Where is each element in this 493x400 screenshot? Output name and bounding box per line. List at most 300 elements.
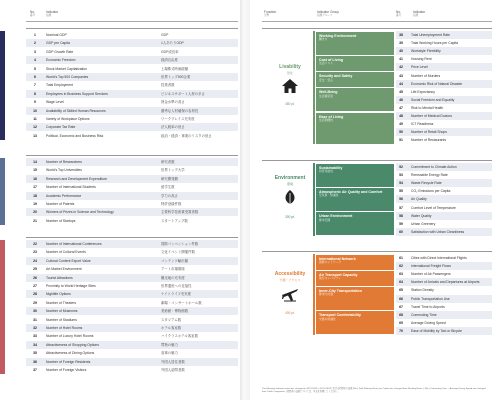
culture-accent-bar xyxy=(0,240,5,374)
row-indicator: Winners of Prizes in Science and Technology xyxy=(46,210,114,215)
group-name-jp: 空気質・快適性 xyxy=(319,193,339,198)
indicator-group xyxy=(316,271,394,286)
table-row xyxy=(26,31,238,39)
row-indicator: Cities with Direct International Flights xyxy=(411,256,467,260)
row-indicator: Comfort Level of Temperature xyxy=(411,205,456,210)
row-indicator: Stock Market Capitalization xyxy=(46,66,88,71)
row-indicator-jp: 劇場・コンサートホール数 xyxy=(161,300,202,305)
table-row xyxy=(396,204,492,212)
row-indicator-jp: ビジネスサポート人材の多さ xyxy=(161,91,205,96)
row-number: 2 xyxy=(34,41,36,46)
row-number: 20 xyxy=(33,210,37,215)
row-indicator-jp: ワークプレイス充実度 xyxy=(161,117,195,121)
row-number: 52 xyxy=(399,165,403,169)
row-indicator: Renewable Energy Rate xyxy=(411,173,448,178)
function-points: 300 pt. xyxy=(285,215,295,220)
function-name-jp: 環境 xyxy=(286,182,293,187)
row-indicator: Number of International Conferences xyxy=(46,242,102,246)
table-row xyxy=(396,303,492,311)
table-row xyxy=(26,366,238,374)
row-number: 36 xyxy=(33,359,37,364)
table-row xyxy=(26,274,238,282)
economy-section-rule xyxy=(26,28,238,29)
row-number: 46 xyxy=(399,97,403,102)
table-row xyxy=(396,47,492,55)
table-row xyxy=(26,158,238,166)
no-header: No. 番号 xyxy=(30,10,36,17)
row-number: 64 xyxy=(399,280,403,285)
row-indicator-jp: ハイクラスホテル客室数 xyxy=(161,334,198,339)
row-number: 50 xyxy=(399,130,403,135)
row-indicator: Price Level xyxy=(411,65,428,70)
row-indicator-jp: 研究者数 xyxy=(161,160,175,164)
row-number: 69 xyxy=(399,320,403,325)
row-number: 54 xyxy=(399,181,403,186)
group-name-jp: 生活利便性 xyxy=(319,118,333,122)
table-row xyxy=(26,90,238,98)
group-name: Well-Being xyxy=(319,90,338,95)
row-number: 42 xyxy=(399,65,403,70)
function-name: Livability xyxy=(279,63,301,70)
right-indicator-header: Indicator 指標 xyxy=(413,10,426,17)
row-indicator: Number of Patents xyxy=(46,202,75,206)
table-row xyxy=(396,270,492,278)
row-indicator: Risk to Mental Health xyxy=(411,105,444,110)
row-number: 16 xyxy=(33,176,37,181)
table-row xyxy=(26,39,238,47)
row-number: 27 xyxy=(33,284,37,288)
row-indicator: Housing Rent xyxy=(411,57,432,62)
row-indicator: Number of International Students xyxy=(46,185,96,190)
row-indicator: Number of Foreign Visitors xyxy=(46,368,87,372)
group-name: International Network xyxy=(319,256,356,261)
table-row xyxy=(26,290,238,298)
row-number: 29 xyxy=(33,300,37,305)
row-indicator-jp: 文化イベント開催件数 xyxy=(161,250,195,255)
table-row xyxy=(26,240,238,248)
row-indicator-jp: 優秀な人材確保の容易性 xyxy=(161,108,199,113)
table-row xyxy=(396,220,492,228)
table-row xyxy=(26,316,238,324)
table-row xyxy=(26,123,238,131)
row-indicator: Satisfaction with Urban Cleanliness xyxy=(411,229,465,234)
row-indicator: Employees in Business Support Services xyxy=(46,91,108,96)
function-label-2 xyxy=(268,271,312,315)
row-number: 12 xyxy=(33,125,37,130)
table-row xyxy=(26,48,238,56)
row-number: 26 xyxy=(33,275,37,280)
function-header: Function 分野 xyxy=(264,10,277,17)
row-indicator: Public Transportation Use xyxy=(411,296,450,301)
row-indicator: Tourist Attractions xyxy=(46,275,73,280)
left-page xyxy=(0,0,240,400)
table-row xyxy=(26,349,238,357)
group-name-jp: 交通の快適性 xyxy=(319,316,336,321)
table-row xyxy=(396,311,492,319)
row-indicator-jp: 外国人訪問者数 xyxy=(161,368,185,372)
table-row xyxy=(26,81,238,89)
row-indicator: Variety of Workplace Options xyxy=(46,117,90,121)
row-indicator: World's Top 500 Companies xyxy=(46,75,89,79)
row-indicator-jp: 研究開発費 xyxy=(161,176,178,181)
row-number: 9 xyxy=(34,100,36,105)
table-row xyxy=(26,73,238,81)
table-row xyxy=(396,254,492,262)
table-row xyxy=(26,166,238,174)
table-row xyxy=(26,115,238,123)
row-number: 68 xyxy=(399,312,403,317)
row-number: 7 xyxy=(34,83,36,88)
function-points: 380 pt. xyxy=(285,101,295,106)
right-header-rule xyxy=(262,21,492,22)
row-number: 5 xyxy=(34,66,36,71)
row-indicator-jp: 特許登録件数 xyxy=(161,202,182,206)
table-row xyxy=(396,128,492,136)
row-indicator: Waste Recycle Rate xyxy=(411,181,442,186)
group-name-jp: 国際ネットワーク xyxy=(319,260,342,264)
row-indicator: Social Freedom and Equality xyxy=(411,97,455,102)
row-number: 33 xyxy=(33,334,37,339)
row-number: 39 xyxy=(399,41,403,46)
row-number: 49 xyxy=(399,122,403,127)
indicator-group xyxy=(316,88,394,111)
table-row xyxy=(26,183,238,191)
table-row xyxy=(26,98,238,106)
table-row xyxy=(26,217,238,225)
row-number: 28 xyxy=(33,292,37,297)
table-row xyxy=(26,208,238,216)
row-number: 32 xyxy=(33,326,37,330)
row-indicator: Urban Greenery xyxy=(411,221,436,226)
row-indicator: Art Market Environment xyxy=(46,267,82,272)
row-indicator: CO₂ Emissions per Capita xyxy=(411,189,451,194)
row-indicator: Research and Development Expenditure xyxy=(46,176,108,181)
row-number: 47 xyxy=(399,105,403,110)
right-no-header: No. 番号 xyxy=(396,10,402,17)
function-label-0 xyxy=(268,64,312,106)
row-number: 34 xyxy=(33,342,37,347)
row-indicator: Number of Researchers xyxy=(46,160,82,164)
row-indicator: Cultural Content Export Value xyxy=(46,258,91,263)
row-indicator: Number of Luxury Hotel Rooms xyxy=(46,334,94,339)
row-indicator-jp: スタジアム数 xyxy=(161,317,182,322)
row-indicator-jp: 法人税率の低さ xyxy=(161,125,185,130)
group-name-jp: 都市空間 xyxy=(319,217,331,222)
row-indicator: Attractiveness of Dining Options xyxy=(46,351,95,356)
row-indicator: Commuting Time xyxy=(411,312,437,317)
row-indicator: Average Driving Speed xyxy=(411,320,446,325)
row-indicator-jp: 1人あたりGDP xyxy=(161,41,184,46)
row-indicator: Number of Air Passengers xyxy=(411,272,451,277)
table-row xyxy=(26,56,238,64)
table-row xyxy=(396,327,492,335)
research-accent-bar xyxy=(0,158,5,225)
table-row xyxy=(396,319,492,327)
row-indicator-jp: 学力の高さ xyxy=(161,193,178,198)
function-name: Accessibility xyxy=(274,270,306,277)
row-indicator: Total Working Hours per Capita xyxy=(411,41,459,46)
group-name: Urban Environment xyxy=(319,214,353,219)
row-indicator-jp: 国際コンベンション件数 xyxy=(161,242,199,246)
row-indicator-jp: GDP成長率 xyxy=(161,49,179,54)
function-name-jp: 交通・アクセス xyxy=(279,277,301,282)
row-number: 14 xyxy=(33,160,37,164)
row-number: 41 xyxy=(399,57,403,62)
row-indicator: Life Expectancy xyxy=(411,89,435,94)
row-number: 51 xyxy=(399,138,403,143)
row-indicator-jp: アート市場環境 xyxy=(161,267,185,272)
row-indicator: Number of Theaters xyxy=(46,300,77,305)
row-number: 55 xyxy=(399,189,403,194)
group-name-jp: 都市内交通 xyxy=(319,292,333,297)
group-name-jp: 持続可能性 xyxy=(319,169,333,173)
row-number: 8 xyxy=(34,91,36,96)
row-indicator-jp: 世界遺産への近接性 xyxy=(161,284,192,288)
row-indicator: Air Quality xyxy=(411,197,427,202)
function-rule xyxy=(262,28,492,29)
group-name-jp: 航空キャパシティ xyxy=(319,276,342,281)
indicator-group xyxy=(316,188,394,211)
row-number: 67 xyxy=(399,304,403,309)
row-indicator: International Freight Flows xyxy=(411,264,451,269)
row-number: 53 xyxy=(399,173,403,178)
row-number: 19 xyxy=(33,202,37,206)
row-number: 23 xyxy=(33,250,37,255)
table-row xyxy=(396,187,492,195)
table-row xyxy=(26,299,238,307)
table-row xyxy=(396,63,492,71)
table-row xyxy=(396,163,492,171)
row-number: 15 xyxy=(33,168,37,173)
row-number: 6 xyxy=(34,75,36,79)
row-number: 65 xyxy=(399,288,403,293)
row-indicator: Workstyle Flexibility xyxy=(411,49,441,54)
row-number: 44 xyxy=(399,81,403,86)
footnote: The following indicator name was changed in GPCI-2023. | GPCI-2023における指標名の変更 (No.) Total Working Hours per Capita was changed from Working Hours. | (No.) Commuting Time ... Average Driving Speed was changed from Traffic Congestion. | 指標名の変更については、本文を参照してください。 xyxy=(262,388,486,393)
row-indicator-jp: 美術館・博物館数 xyxy=(161,309,189,314)
row-indicator: Economic Freedom xyxy=(46,58,76,63)
group-name-jp: 生活コスト xyxy=(319,61,333,66)
row-number: 62 xyxy=(399,264,403,269)
row-number: 10 xyxy=(33,108,37,113)
row-indicator: Political, Economic and Business Risk xyxy=(46,133,104,138)
row-number: 48 xyxy=(399,114,403,118)
row-indicator-jp: コンテンツ輸出額 xyxy=(161,258,188,263)
group-name: Working Environment xyxy=(319,33,357,38)
row-indicator: Commitment to Climate Action xyxy=(411,165,457,169)
table-row xyxy=(396,120,492,128)
row-number: 40 xyxy=(399,49,403,54)
table-row xyxy=(396,179,492,187)
indicator-group xyxy=(316,72,394,87)
table-row xyxy=(396,39,492,47)
row-indicator: Wage Level xyxy=(46,100,64,105)
row-number: 11 xyxy=(33,117,37,121)
group-name-jp: 働き方 xyxy=(319,37,328,41)
table-row xyxy=(396,112,492,120)
row-number: 70 xyxy=(399,328,403,333)
row-number: 45 xyxy=(399,89,403,94)
indicator-group xyxy=(316,287,394,310)
row-indicator-jp: 世界トップ500企業 xyxy=(161,75,191,79)
row-indicator: Academic Performance xyxy=(46,193,82,198)
table-row xyxy=(396,72,492,80)
table-row xyxy=(26,265,238,273)
row-number: 18 xyxy=(33,193,37,198)
row-indicator-jp: ホテル客室数 xyxy=(161,326,182,330)
indicator-group xyxy=(316,56,394,71)
row-indicator-jp: 主要科学技術賞受賞者数 xyxy=(161,210,199,215)
row-indicator: Number of Hotel Rooms xyxy=(46,326,83,330)
row-indicator: Attractiveness of Shopping Options xyxy=(46,342,99,347)
row-number: 57 xyxy=(399,205,403,210)
function-rule xyxy=(262,251,492,252)
airplane-icon xyxy=(268,286,312,307)
row-indicator: Proximity to World Heritage Sites xyxy=(46,284,96,288)
row-indicator: Travel Time to Airports xyxy=(411,304,445,309)
table-row xyxy=(26,107,238,115)
table-row xyxy=(396,104,492,112)
row-indicator: Total Unemployment Rate xyxy=(411,33,451,37)
culture-section-rule xyxy=(26,237,238,238)
row-indicator-jp: 観光地の充実度 xyxy=(161,275,185,280)
group-name: Transport Comfortability xyxy=(319,313,361,318)
table-row xyxy=(396,171,492,179)
row-indicator: World's Top Universities xyxy=(46,168,82,173)
row-indicator: Nightlife Options xyxy=(46,292,71,297)
row-indicator: Water Quality xyxy=(411,213,432,218)
research-section-rule xyxy=(26,155,238,156)
group-name: Ease of Living xyxy=(319,114,344,119)
row-number: 61 xyxy=(399,256,403,260)
table-row xyxy=(26,358,238,366)
row-indicator-jp: GDP xyxy=(161,33,169,37)
table-row xyxy=(26,324,238,332)
row-indicator: Number of Murders xyxy=(411,73,441,78)
leaf-function-bar xyxy=(313,163,315,236)
row-indicator-jp: 留学生数 xyxy=(161,185,175,190)
row-number: 24 xyxy=(33,258,37,263)
row-number: 3 xyxy=(34,49,36,54)
row-indicator: Economic Risk of Natural Disaster xyxy=(411,81,463,86)
row-number: 21 xyxy=(33,218,37,223)
row-indicator-jp: 政治・経済・事業のリスクの低さ xyxy=(161,133,212,138)
row-number: 1 xyxy=(34,33,36,37)
row-indicator-jp: 世界トップ大学 xyxy=(161,168,185,173)
group-name: Atmospheric Air Quality and Comfort xyxy=(319,189,383,194)
function-points: 400 pt. xyxy=(285,310,295,315)
table-row xyxy=(396,88,492,96)
indicator-group xyxy=(316,32,394,55)
row-number: 60 xyxy=(399,229,403,234)
table-row xyxy=(396,262,492,270)
table-row xyxy=(26,200,238,208)
row-number: 37 xyxy=(33,368,37,372)
indicator-header: Indicator 指標 xyxy=(46,10,59,17)
row-number: 17 xyxy=(33,185,37,190)
row-number: 38 xyxy=(399,33,403,37)
row-indicator-jp: ナイトライフ充実度 xyxy=(161,292,192,297)
row-indicator: Station Density xyxy=(411,288,434,293)
row-indicator: GDP Growth Rate xyxy=(46,49,74,54)
book-gutter xyxy=(240,0,250,400)
table-row xyxy=(26,257,238,265)
airplane-function-bar xyxy=(313,254,315,335)
indicator-group xyxy=(316,212,394,235)
table-row xyxy=(396,228,492,236)
row-number: 66 xyxy=(399,296,403,301)
table-row xyxy=(396,31,492,39)
row-indicator: Number of Cultural Events xyxy=(46,250,86,255)
row-indicator-jp: 食事の魅力 xyxy=(161,351,178,356)
row-indicator: ICT Readiness xyxy=(411,122,434,127)
row-indicator-jp: 従業者数 xyxy=(161,83,175,88)
row-indicator-jp: スタートアップ数 xyxy=(161,218,188,223)
table-row xyxy=(26,65,238,73)
row-indicator: Total Employment xyxy=(46,83,73,88)
row-indicator: Ease of Mobility by Taxi or Bicycle xyxy=(411,328,463,333)
table-row xyxy=(26,192,238,200)
table-row xyxy=(396,195,492,203)
row-indicator: GDP per Capita xyxy=(46,41,70,46)
table-row xyxy=(26,132,238,140)
group-name: Cost of Living xyxy=(319,57,343,62)
table-row xyxy=(26,248,238,256)
row-number: 63 xyxy=(399,272,403,277)
group-header: Indicator Group 指標グループ xyxy=(317,10,339,17)
table-row xyxy=(26,282,238,290)
row-number: 4 xyxy=(34,58,36,63)
table-row xyxy=(26,175,238,183)
row-indicator-jp: 外国人居住者数 xyxy=(161,359,185,364)
table-row xyxy=(26,341,238,349)
row-indicator: Corporate Tax Rate xyxy=(46,125,76,130)
house-icon xyxy=(268,79,312,98)
row-indicator: Number of Startups xyxy=(46,218,76,223)
function-rule xyxy=(262,160,492,161)
row-number: 13 xyxy=(33,133,37,138)
row-number: 58 xyxy=(399,213,403,218)
group-name: Security and Safety xyxy=(319,74,353,79)
row-indicator: Number of Medical Doctors xyxy=(411,114,453,118)
row-number: 43 xyxy=(399,73,403,78)
row-number: 25 xyxy=(33,267,37,272)
row-indicator: Nominal GDP xyxy=(46,33,67,37)
leaf-icon xyxy=(268,190,312,211)
row-indicator-jp: 経済自由度 xyxy=(161,58,178,63)
row-number: 30 xyxy=(33,309,37,314)
row-indicator: Number of Museums xyxy=(46,309,78,314)
row-number: 35 xyxy=(33,351,37,356)
table-row xyxy=(396,80,492,88)
table-row xyxy=(396,212,492,220)
row-indicator-jp: 賃金水準の高さ xyxy=(161,100,185,105)
row-indicator: Number of Arrivals and Departures at Airports xyxy=(411,280,480,285)
table-row xyxy=(26,332,238,340)
row-indicator: Number of Restaurants xyxy=(411,138,447,143)
economy-accent-bar xyxy=(0,31,5,140)
row-number: 56 xyxy=(399,197,403,202)
table-row xyxy=(396,96,492,104)
header-rule xyxy=(26,21,238,22)
group-name-jp: 生活満足度 xyxy=(319,93,333,98)
table-row xyxy=(396,55,492,63)
house-function-bar xyxy=(313,31,315,144)
row-number: 22 xyxy=(33,242,37,246)
group-name: Air Transport Capacity xyxy=(319,272,358,277)
function-name-jp: 居住 xyxy=(286,70,293,75)
row-indicator: Number of Foreign Residents xyxy=(46,359,91,364)
